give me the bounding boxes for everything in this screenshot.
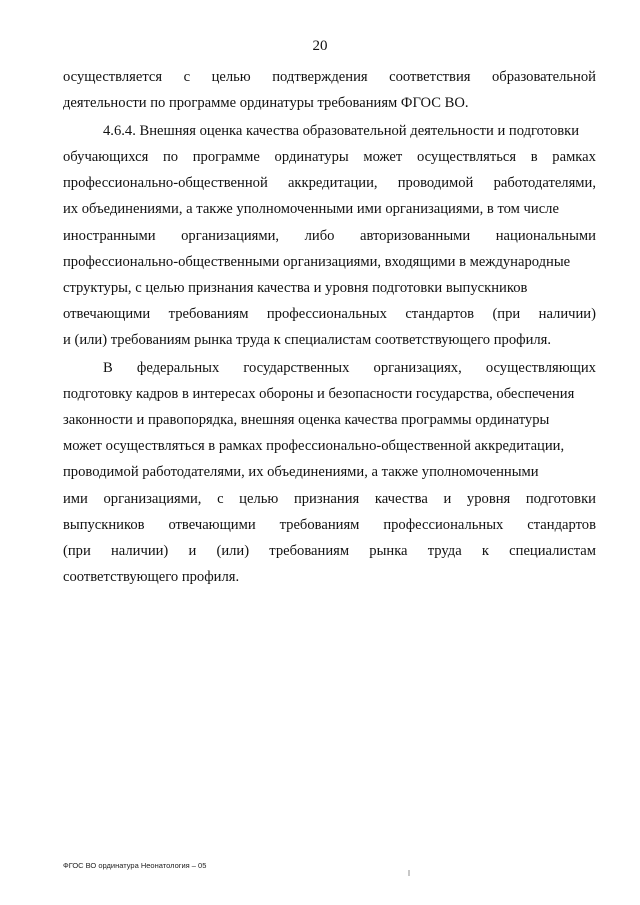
text-segment: требованиям: [269, 542, 350, 559]
text-line: [63, 275, 596, 301]
text-segment: наличии): [538, 305, 596, 322]
text-segment: профессионально-общественной: [63, 175, 268, 192]
text-segment: организациями,: [181, 227, 280, 244]
text-segment: профессионально-общественными организациями, входящими в международные: [63, 253, 571, 270]
text-segment: в: [530, 149, 538, 166]
text-line: [63, 301, 596, 327]
text-line: [63, 564, 596, 590]
text-segment: может осуществляться в рамках профессионально-общественной аккредитации,: [63, 438, 565, 455]
text-segment: осуществляющих: [485, 360, 596, 377]
text-segment: образовательной: [491, 69, 596, 85]
text-segment: отвечающими: [63, 305, 151, 322]
text-segment: соответствующего профиля.: [63, 568, 240, 585]
text-line: [63, 486, 596, 512]
body-text: [63, 64, 596, 590]
text-segment: государственных: [243, 360, 350, 377]
text-segment: уровня: [466, 490, 511, 507]
text-segment: наличии): [110, 542, 169, 559]
text-segment: программе: [192, 149, 260, 166]
text-segment: осуществляться: [416, 149, 517, 166]
page-number: 20: [312, 38, 328, 54]
text-segment: организациях,: [373, 360, 462, 377]
text-line: [63, 512, 596, 538]
text-line: [63, 90, 596, 116]
text-segment: профессиональных: [383, 516, 504, 533]
text-segment: целью: [211, 69, 251, 85]
text-segment: подтверждения: [272, 69, 368, 85]
text-segment: иностранными: [63, 227, 156, 244]
text-segment: структуры, с целью признания качества и уровня подготовки выпускников: [63, 279, 528, 296]
text-line: [63, 381, 596, 407]
text-line: [63, 196, 596, 222]
text-segment: качества: [374, 490, 428, 507]
text-line: [63, 144, 596, 170]
text-segment: законности и правопорядка, внешняя оценка качества программы ординатуры: [63, 412, 550, 429]
text-segment: проводимой работодателями, их объединениями, а также уполномоченными: [63, 464, 539, 481]
text-segment: с: [183, 69, 191, 85]
text-segment: по: [162, 149, 179, 166]
text-segment: ординатуры: [274, 149, 349, 166]
text-segment: рынка: [369, 542, 408, 559]
scan-artifact: [408, 870, 410, 876]
text-segment: и (или) требованиям рынка труда к специалистам соответствующего профиля.: [63, 331, 552, 348]
text-segment: осуществляется: [63, 69, 163, 85]
text-line: [63, 327, 596, 353]
text-segment: работодателями,: [493, 175, 596, 192]
text-segment: требованиям: [168, 305, 249, 322]
text-segment: профессиональных: [266, 305, 387, 322]
text-segment: проводимой: [397, 175, 474, 192]
paragraph-continuation: [63, 64, 596, 116]
text-segment: признания: [293, 490, 360, 507]
text-segment: подготовку кадров в интересах обороны и безопасности государства, обеспечения: [63, 386, 575, 403]
text-segment: с: [217, 490, 224, 507]
text-segment: и: [188, 542, 197, 559]
text-segment: труда: [427, 542, 462, 559]
text-line: [63, 538, 596, 564]
text-segment: стандартов: [405, 305, 475, 322]
text-line: [63, 433, 596, 459]
text-segment: требованиям: [279, 516, 360, 533]
text-segment: целью: [239, 490, 279, 507]
text-segment: специалистам: [509, 542, 596, 559]
text-segment: соответствия: [389, 69, 471, 85]
text-line: [63, 64, 596, 90]
text-line: [63, 459, 596, 485]
text-segment: рамках: [552, 149, 596, 166]
text-segment: стандартов: [527, 516, 596, 533]
text-line: [63, 170, 596, 196]
text-segment: аккредитации,: [287, 175, 378, 192]
text-segment: и: [443, 490, 452, 507]
text-segment: федеральных: [136, 360, 220, 377]
text-segment: В: [103, 360, 113, 377]
text-segment: (при: [63, 542, 91, 559]
text-segment: может: [363, 149, 403, 166]
text-line: [63, 407, 596, 433]
paragraph-clause-4-6-4: [63, 118, 596, 353]
text-segment: национальными: [495, 227, 596, 244]
text-segment: либо: [304, 227, 335, 244]
text-line: [63, 355, 596, 381]
text-segment: к: [481, 542, 489, 559]
text-segment: организациями,: [103, 490, 202, 507]
footer-document-code: ФГОС ВО ординатура Неонатология – 05: [63, 861, 207, 870]
text-line: [63, 249, 596, 275]
text-line: [63, 223, 596, 249]
text-segment: обучающихся: [63, 149, 149, 166]
text-segment: (при: [492, 305, 521, 322]
text-segment: их объединениями, а также уполномоченными ими организациями, в том числе: [63, 201, 559, 218]
text-segment: (или): [216, 542, 250, 559]
text-segment: ими: [63, 490, 88, 507]
text-segment: авторизованными: [359, 227, 471, 244]
text-segment: подготовки: [525, 490, 596, 507]
text-segment: деятельности по программе ординатуры требованиям ФГОС ВО.: [63, 95, 469, 112]
text-segment: отвечающими: [168, 516, 256, 533]
text-segment: 4.6.4. Внешняя оценка качества образовательной деятельности и подготовки: [103, 123, 580, 140]
text-segment: выпускников: [63, 516, 145, 533]
paragraph-federal-organizations: [63, 355, 596, 590]
text-line: [63, 118, 596, 144]
